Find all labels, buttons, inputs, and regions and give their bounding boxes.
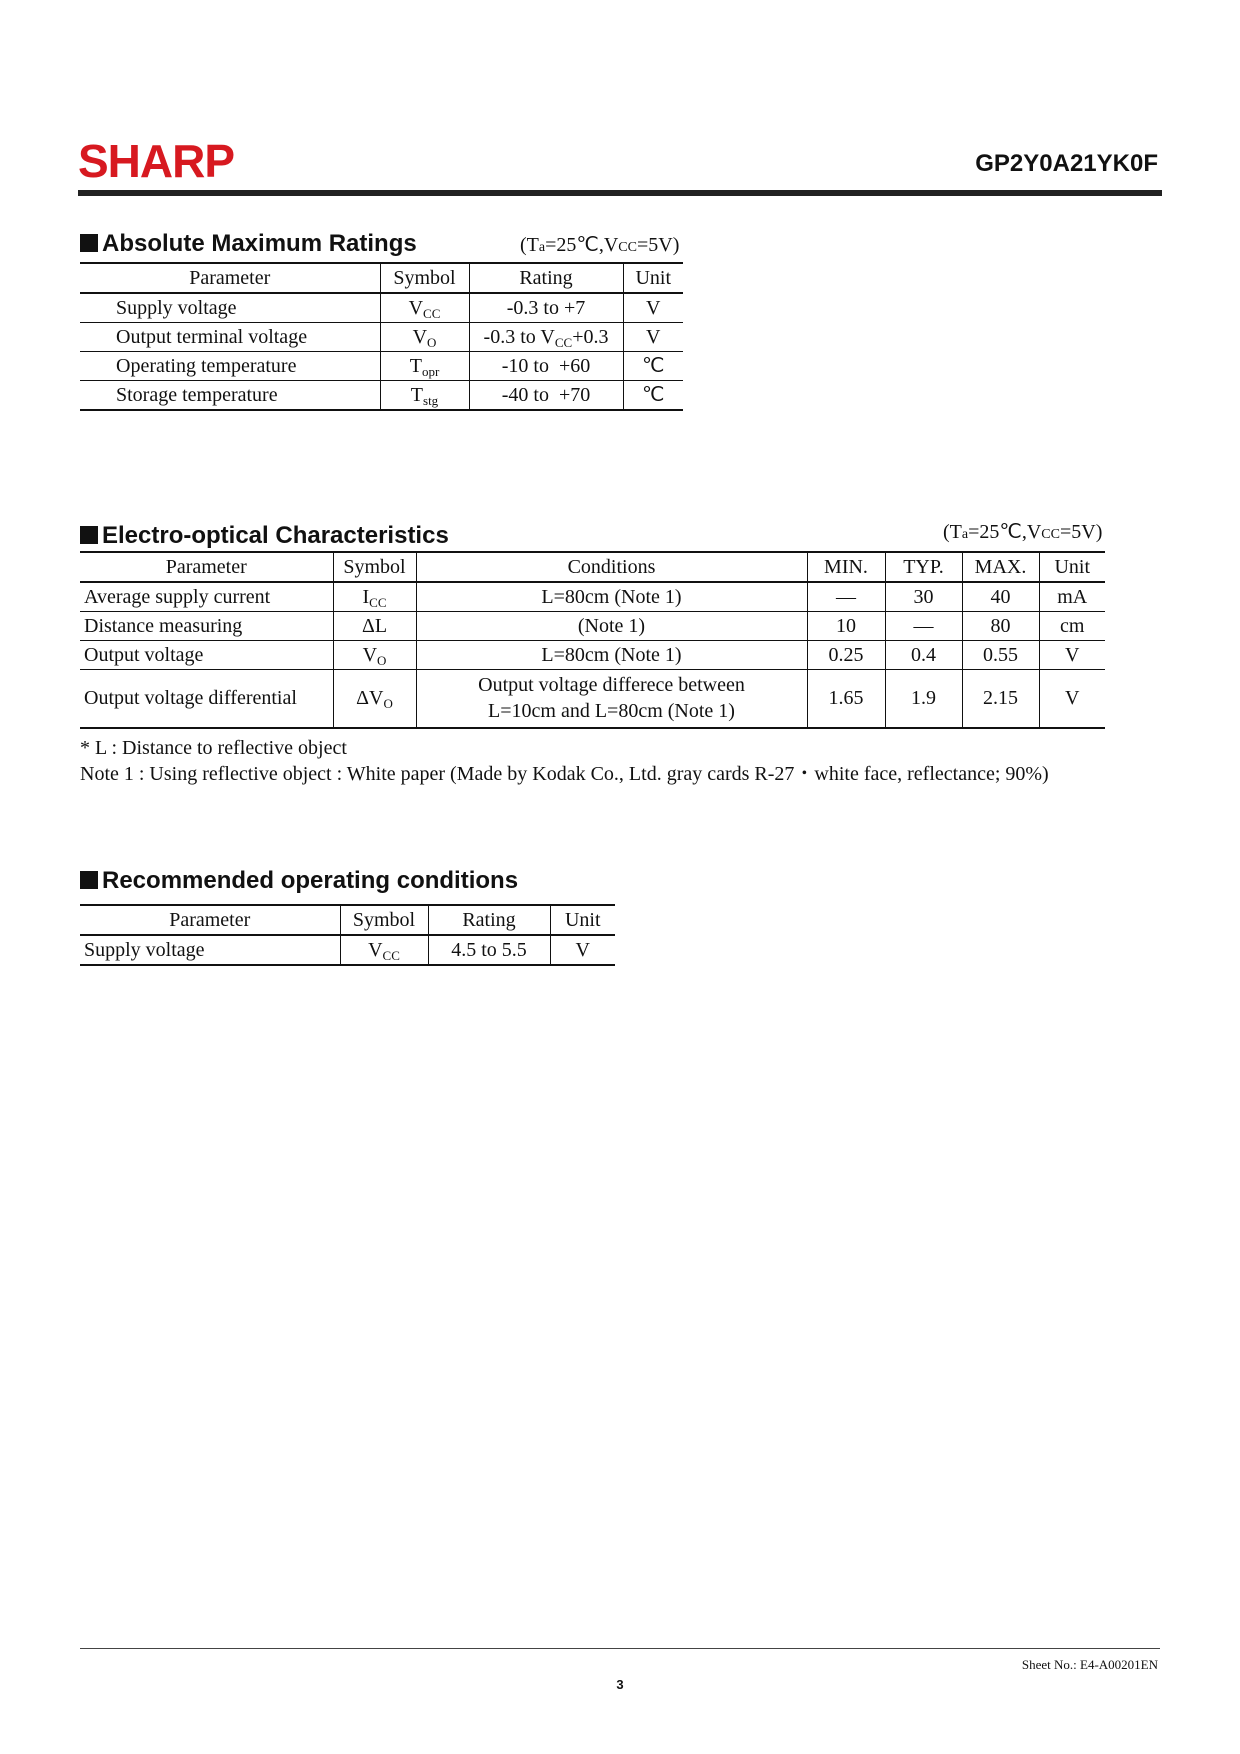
cell-min: 10	[807, 612, 885, 641]
symbol-sub: stg	[423, 393, 439, 408]
col-rating: Rating	[469, 263, 623, 293]
cell-unit: V	[1039, 641, 1105, 670]
table-row	[80, 935, 615, 965]
cond-mid: =25℃,V	[545, 234, 619, 256]
amr-table	[80, 262, 683, 411]
square-bullet-icon	[80, 234, 98, 252]
cond-a: a	[961, 527, 969, 542]
conditions-line-2: L=10cm and L=80cm (Note 1)	[488, 700, 735, 723]
cell-unit: V	[623, 293, 683, 323]
cond-close: =5V)	[636, 234, 680, 256]
cell-parameter: Average supply current	[84, 586, 271, 608]
symbol-sub: O	[383, 696, 393, 712]
cell-parameter: Output terminal voltage	[116, 326, 308, 348]
symbol-main: V	[362, 644, 378, 666]
col-symbol: Symbol	[333, 552, 416, 582]
cell-typ: —	[885, 612, 962, 641]
cell-min: 0.25	[807, 641, 885, 670]
cell-parameter: Operating temperature	[116, 355, 297, 377]
cell-conditions: L=80cm (Note 1)	[416, 582, 807, 612]
cell-parameter: Output voltage differential	[84, 687, 297, 710]
col-max: MAX.	[962, 552, 1039, 582]
symbol-main: T	[410, 384, 424, 406]
cell-conditions: (Note 1)	[416, 612, 807, 641]
table-header-row	[80, 552, 1105, 582]
symbol-sub: CC	[423, 306, 441, 321]
cell-parameter: Output voltage	[84, 644, 204, 666]
cell-unit: mA	[1039, 582, 1105, 612]
col-unit: Unit	[550, 905, 615, 935]
col-unit: Unit	[623, 263, 683, 293]
eo-conditions	[943, 522, 1102, 542]
cell-symbol	[333, 641, 416, 670]
table-row	[80, 670, 1105, 728]
cell-unit: ℃	[623, 381, 683, 411]
cond-cc: CC	[1041, 527, 1060, 542]
symbol-sub: O	[427, 335, 437, 350]
amr-title: Absolute Maximum Ratings	[102, 230, 417, 257]
col-unit: Unit	[1039, 552, 1105, 582]
square-bullet-icon	[80, 871, 98, 889]
symbol-main: ΔV	[356, 687, 384, 710]
cell-symbol	[333, 670, 416, 728]
cell-max: 40	[962, 582, 1039, 612]
cell-min: —	[807, 582, 885, 612]
page-number: 3	[616, 1677, 624, 1692]
cell-unit: V	[550, 935, 615, 965]
cond-open: (T	[943, 521, 962, 543]
cell-symbol	[340, 935, 428, 965]
eo-section-title	[80, 524, 449, 548]
cell-rating: -10 to +60	[469, 352, 623, 381]
eo-table	[80, 551, 1105, 729]
rating-pre: -0.3 to V	[483, 326, 555, 348]
symbol-sub: CC	[369, 595, 387, 610]
cond-a: a	[538, 240, 546, 255]
table-row	[80, 612, 1105, 641]
cond-close: =5V)	[1059, 521, 1103, 543]
table-header-row	[80, 905, 615, 935]
cell-parameter: Distance measuring	[84, 615, 243, 637]
table-row	[80, 641, 1105, 670]
table-row	[80, 293, 683, 323]
cell-symbol	[380, 381, 469, 411]
square-bullet-icon	[80, 526, 98, 544]
col-typ: TYP.	[885, 552, 962, 582]
cell-min: 1.65	[807, 670, 885, 728]
header-rule	[78, 190, 1162, 196]
sheet-number: Sheet No.: E4-A00201EN	[1021, 1657, 1158, 1672]
table-header-row	[80, 263, 683, 293]
cell-typ: 30	[885, 582, 962, 612]
cell-parameter: Supply voltage	[84, 939, 205, 961]
cell-rating: -0.3 to +7	[469, 293, 623, 323]
table-row	[80, 352, 683, 381]
symbol-main: V	[368, 939, 383, 961]
amr-conditions	[520, 235, 679, 255]
col-rating: Rating	[428, 905, 550, 935]
symbol-sub: O	[377, 653, 387, 668]
cell-typ: 0.4	[885, 641, 962, 670]
cell-max: 80	[962, 612, 1039, 641]
col-parameter: Parameter	[189, 267, 271, 289]
symbol-main: I	[362, 586, 370, 608]
sharp-logo: SHARP	[78, 135, 235, 187]
cell-symbol	[380, 323, 469, 352]
rec-title: Recommended operating conditions	[102, 867, 519, 894]
symbol-main: T	[409, 355, 422, 377]
col-min: MIN.	[807, 552, 885, 582]
footnote-distance: * L : Distance to reflective object	[80, 737, 347, 759]
col-conditions: Conditions	[416, 552, 807, 582]
table-row	[80, 381, 683, 411]
amr-section-title	[80, 232, 417, 256]
footer-rule	[80, 1648, 1160, 1649]
eo-title: Electro-optical Characteristics	[102, 522, 449, 549]
cell-conditions: L=80cm (Note 1)	[416, 641, 807, 670]
cell-max: 2.15	[962, 670, 1039, 728]
symbol-main: V	[408, 297, 424, 319]
col-parameter: Parameter	[169, 909, 251, 931]
cell-unit: ℃	[623, 352, 683, 381]
cell-conditions	[416, 670, 807, 728]
cond-cc: CC	[618, 240, 637, 255]
symbol-sub: opr	[421, 364, 440, 379]
cond-mid: =25℃,V	[968, 521, 1042, 543]
symbol-main: V	[412, 326, 428, 348]
rec-table	[80, 904, 615, 966]
table-row	[80, 323, 683, 352]
rating-post: +0.3	[572, 326, 609, 348]
part-number: GP2Y0A21YK0F	[975, 150, 1158, 177]
cell-typ: 1.9	[885, 670, 962, 728]
cell-rating	[469, 323, 623, 352]
cell-rating: -40 to +70	[469, 381, 623, 411]
conditions-line-1: Output voltage differece between	[478, 674, 745, 697]
col-symbol: Symbol	[340, 905, 428, 935]
cell-unit: cm	[1039, 612, 1105, 641]
cell-symbol	[333, 612, 416, 641]
cell-symbol	[380, 293, 469, 323]
symbol-main: ΔL	[361, 615, 388, 637]
symbol-sub: CC	[382, 948, 400, 963]
cell-symbol	[380, 352, 469, 381]
cond-open: (T	[520, 234, 539, 256]
cell-symbol	[333, 582, 416, 612]
cell-rating: 4.5 to 5.5	[428, 935, 550, 965]
rating-sub: CC	[554, 335, 573, 350]
footnote-note-1: Note 1 : Using reflective object : White paper (Made by Kodak Co., Ltd. gray cards R-27・white face, reflectance; 90%)	[80, 763, 1049, 785]
col-parameter: Parameter	[165, 556, 247, 578]
cell-parameter: Supply voltage	[116, 297, 237, 319]
cell-unit: V	[1039, 670, 1105, 728]
cell-unit: V	[623, 323, 683, 352]
table-row	[80, 582, 1105, 612]
rec-section-title	[80, 869, 518, 893]
cell-parameter: Storage temperature	[116, 384, 278, 406]
col-symbol: Symbol	[380, 263, 469, 293]
cell-max: 0.55	[962, 641, 1039, 670]
